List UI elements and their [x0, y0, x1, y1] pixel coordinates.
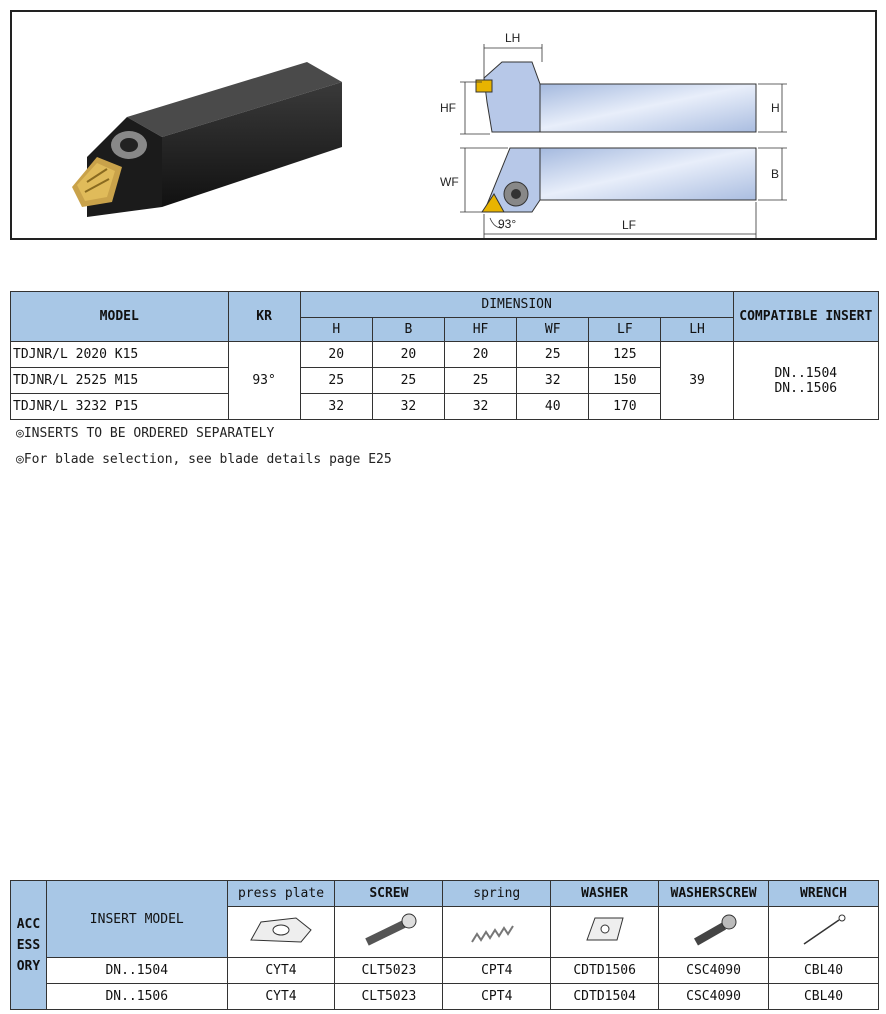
h-cell: 32 [300, 394, 372, 420]
label-lh: LH [505, 31, 521, 45]
illustration-frame [10, 10, 877, 240]
header-compatible-insert: COMPATIBLE INSERT [733, 292, 878, 342]
washerscrew-cell: CSC4090 [659, 984, 769, 1010]
header-wf: WF [517, 318, 589, 342]
table-row [11, 958, 879, 984]
hf-cell: 25 [444, 368, 516, 394]
accessory-label-text: ACC ESS ORY [16, 916, 41, 974]
h-cell: 20 [300, 342, 372, 368]
spring-image [443, 907, 551, 958]
header-model: MODEL [11, 292, 229, 342]
kr-cell: 93° [228, 342, 300, 420]
h-cell: 25 [300, 368, 372, 394]
lh-cell: 39 [661, 342, 733, 420]
model-cell: TDJNR/L 2525 M15 [11, 368, 229, 394]
model-cell: TDJNR/L 2020 K15 [11, 342, 229, 368]
model-cell: TDJNR/L 3232 P15 [11, 394, 229, 420]
screw-image [335, 907, 443, 958]
spring-cell: CPT4 [443, 958, 551, 984]
header-press-plate: press plate [227, 881, 335, 907]
washerscrew-cell: CSC4090 [659, 958, 769, 984]
dimension-drawing [432, 22, 812, 247]
header-dimension: DIMENSION [300, 292, 733, 318]
table-row [11, 342, 879, 368]
lf-cell: 170 [589, 394, 661, 420]
wrench-image [769, 907, 879, 958]
spec-table [10, 291, 879, 420]
note-blade-selection: ◎For blade selection, see blade details page E25 [16, 452, 392, 467]
label-hf: HF [440, 101, 456, 115]
washer-cell: CDTD1504 [551, 984, 659, 1010]
wf-cell: 40 [517, 394, 589, 420]
accessory-side-label [11, 881, 47, 1010]
note-inserts: ◎INSERTS TO BE ORDERED SEPARATELY [16, 426, 275, 441]
header-h: H [300, 318, 372, 342]
accessory-table [10, 880, 879, 1010]
header-kr: KR [228, 292, 300, 342]
washer-cell: CDTD1506 [551, 958, 659, 984]
header-b: B [372, 318, 444, 342]
header-lh: LH [661, 318, 733, 342]
washerscrew-image [659, 907, 769, 958]
tool-holder-photo [67, 57, 347, 232]
screw-cell: CLT5023 [335, 958, 443, 984]
spring-cell: CPT4 [443, 984, 551, 1010]
header-lf: LF [589, 318, 661, 342]
press-plate-cell: CYT4 [227, 984, 335, 1010]
press-plate-image [227, 907, 335, 958]
header-wrench: WRENCH [769, 881, 879, 907]
label-lf: LF [622, 218, 637, 232]
hf-cell: 32 [444, 394, 516, 420]
b-cell: 32 [372, 394, 444, 420]
compatible-insert-2: DN..1506 [774, 380, 838, 396]
wrench-cell: CBL40 [769, 984, 879, 1010]
label-wf: WF [440, 175, 459, 189]
hf-cell: 20 [444, 342, 516, 368]
b-cell: 20 [372, 342, 444, 368]
label-angle: 93° [498, 217, 517, 231]
label-b: B [771, 167, 780, 181]
label-h: H [771, 101, 780, 115]
lf-cell: 150 [589, 368, 661, 394]
wf-cell: 25 [517, 342, 589, 368]
wf-cell: 32 [517, 368, 589, 394]
table-row [11, 984, 879, 1010]
header-screw: SCREW [335, 881, 443, 907]
screw-cell: CLT5023 [335, 984, 443, 1010]
insert-model-cell: DN..1504 [46, 958, 227, 984]
b-cell: 25 [372, 368, 444, 394]
wrench-cell: CBL40 [769, 958, 879, 984]
compatible-insert-cell [733, 342, 878, 420]
compatible-insert-1: DN..1504 [774, 365, 838, 381]
header-washer: WASHER [551, 881, 659, 907]
press-plate-cell: CYT4 [227, 958, 335, 984]
header-hf: HF [444, 318, 516, 342]
washer-image [551, 907, 659, 958]
lf-cell: 125 [589, 342, 661, 368]
header-spring: spring [443, 881, 551, 907]
header-insert-model: INSERT MODEL [46, 881, 227, 958]
insert-model-cell: DN..1506 [46, 984, 227, 1010]
header-washerscrew: WASHERSCREW [659, 881, 769, 907]
